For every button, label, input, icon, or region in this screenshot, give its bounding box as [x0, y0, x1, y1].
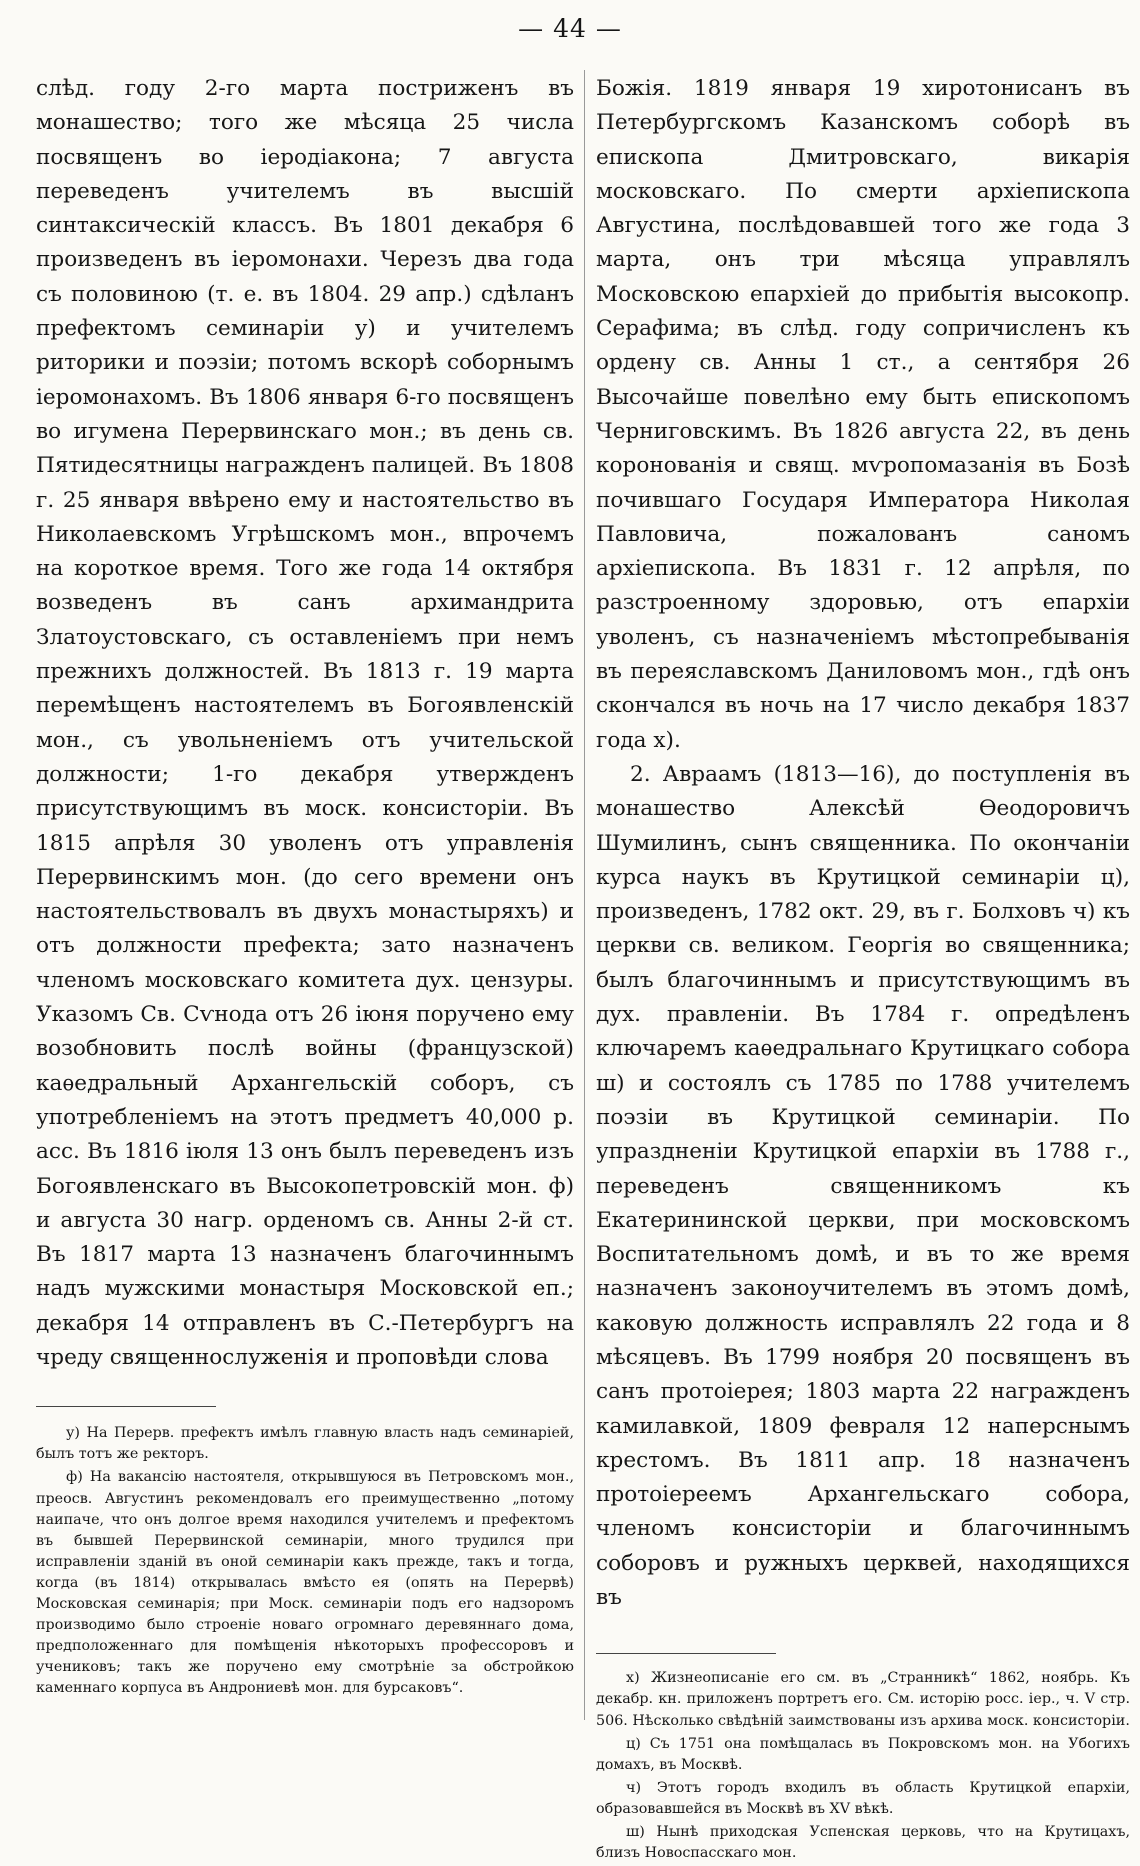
page-number: — 44 — — [518, 14, 622, 43]
footnote-ch: ч) Этотъ городъ входилъ въ область Крутицкой епархіи, образовавшейся въ Москвѣ въ XV вѣкѣ. — [596, 1779, 1130, 1817]
right-body-paragraph-1: Божія. 1819 января 19 хиротонисанъ въ Петербургскомъ Казанскомъ соборѣ въ епископа Дмитровскаго, викарія московскаго. По смерти архіепископа Августина, послѣдовавшей того же года 3 марта, онъ три мѣсяца управлялъ Московскою епархіей до прибытія высокопр. Серафима; въ слѣд. году сопричисленъ къ ордену св. Анны 1 ст., а сентября 26 Высочайше повелѣно ему быть епископомъ Черниговскимъ. Въ 1826 августа 22, въ день коронованія и свящ. мѵропомазанія въ Бозѣ почившаго Государя Императора Николая Павловича, пожалованъ саномъ архіепископа. Въ 1831 г. 12 апрѣля, по разстроенному здоровью, отъ епархіи уволенъ, съ назначеніемъ мѣстопребыванія въ переяславскомъ Даниловомъ мон., гдѣ онъ скончался въ ночь на 17 число декабря 1837 года х). — [596, 76, 1130, 753]
left-column — [36, 72, 574, 1702]
left-body-paragraph: слѣд. году 2-го марта постриженъ въ монашество; того же мѣсяца 25 числа посвященъ во іеродіакона; 7 августа переведенъ учителемъ въ высшій синтаксическій классъ. Въ 1801 декабря 6 произведенъ въ іеромонахи. Черезъ два года съ половиною (т. е. въ 1804. 29 апр.) сдѣланъ префектомъ семинаріи у) и учителемъ риторики и поэзіи; потомъ вскорѣ соборнымъ іеромонахомъ. Въ 1806 января 6-го посвященъ во игумена Перервинскаго мон.; въ день св. Пятидесятницы награжденъ палицей. Въ 1808 г. 25 января ввѣрено ему и настоятельство въ Николаевскомъ Угрѣшскомъ мон., впрочемъ на короткое время. Того же года 14 октября возведенъ въ санъ архимандрита Златоустовскаго, съ оставленіемъ при немъ прежнихъ должностей. Въ 1813 г. 19 марта перемѣщенъ настоятелемъ въ Богоявленскій мон., съ увольненіемъ отъ учительской должности; 1-го декабря утвержденъ присутствующимъ въ моск. консисторіи. Въ 1815 апрѣля 30 уволенъ отъ управленія Перервинскимъ мон. (до сего времени онъ настоятельствовалъ въ двухъ монастыряхъ) и отъ должности префекта; зато назначенъ членомъ московскаго комитета дух. цензуры. Указомъ Св. Сѵнода отъ 26 іюня поручено ему возобновить послѣ войны (французской) каѳедральный Архангельскій соборъ, съ употребленіемъ на этотъ предметъ 40,000 р. асс. Въ 1816 іюля 13 онъ былъ переведенъ изъ Богоявленскаго въ Высокопетровскій мон. ф) и августа 30 нагр. орденомъ св. Анны 2-й ст. Въ 1817 марта 13 назначенъ благочиннымъ надъ мужскими монастыря Московской еп.; декабря 14 отправленъ въ С.-Петербургъ на чреду священнослуженія и проповѣди слова — [36, 76, 574, 1370]
footnote-sh: ш) Нынѣ приходская Успенская церковь, что на Крутицахъ, близъ Новоспасскаго мон. — [596, 1824, 1130, 1862]
footnote-kh: х) Жизнеописаніе его см. въ „Странникѣ“ 1862, ноябрь. Къ декабр. кн. приложенъ портретъ его. См. исторію росс. іер., ч. V стр. 506. Нѣсколько свѣдѣній заимствованы изъ архива моск. консисторіи. — [596, 1670, 1130, 1729]
left-footnote-separator — [36, 1406, 216, 1407]
column-divider — [584, 70, 585, 1720]
right-column — [596, 72, 1130, 1866]
right-body-paragraph-2: 2. Авраамъ (1813—16), до поступленія въ монашество Алексѣй Ѳеодоровичъ Шумилинъ, сынъ священника. По окончаніи курса наукъ въ Крутицкой семинаріи ц), произведенъ, 1782 окт. 29, въ г. Болховъ ч) къ церкви св. великом. Георгія во священника; былъ благочиннымъ и присутствующимъ въ дух. правленіи. Въ 1784 г. опредѣленъ ключаремъ каѳедральнаго Крутицкаго собора ш) и состоялъ съ 1785 по 1788 учителемъ поэзіи въ Крутицкой семинаріи. По упраздненіи Крутицкой епархіи въ 1788 г., переведенъ священникомъ къ Екатерининской церкви, при московскомъ Воспитательномъ домѣ, и въ то же время назначенъ законоучителемъ въ этомъ домѣ, каковую должность исправлялъ 22 года и 8 мѣсяцевъ. Въ 1799 ноября 20 посвященъ въ санъ протоіерея; 1803 марта 22 награжденъ камилавкой, 1809 февраля 12 наперснымъ крестомъ. Въ 1811 апр. 18 назначенъ протоіереемъ Архангельскаго собора, членомъ консисторіи и благочиннымъ соборовъ и ружныхъ церквей, находящихся въ — [596, 761, 1130, 1611]
right-footnote-separator — [596, 1653, 776, 1654]
footnote-ts: ц) Съ 1751 она помѣщалась въ Покровскомъ мон. на Убогихъ домахъ, въ Москвѣ. — [596, 1735, 1130, 1773]
footnote-f: ф) На вакансію настоятеля, открывшуюся въ Петровскомъ мон., преосв. Августинъ рекомендовалъ его преимущественно „потому наипаче, что онъ долгое время находился учителемъ и префектомъ въ бывшей Перервинской семинаріи, много трудился при исправленіи зданій въ оной семинаріи какъ прежде, такъ и тогда, когда (въ 1814) открывалась вмѣсто ея (опять на Перервѣ) Московская семинарія; при Моск. семинаріи подъ его надзоромъ производимо было строеніе новаго огромнаго деревяннаго дома, предположеннаго для помѣщенія нѣкоторыхъ профессоровъ и учениковъ; такъ же поручено ему смотрѣніе за обстройкою каменнаго корпуса въ Андрониевѣ мон. для бурсаковъ“. — [36, 1469, 574, 1697]
footnote-u: у) На Перерв. префектъ имѣлъ главную власть надъ семинаріей, былъ тотъ же ректоръ. — [36, 1425, 574, 1463]
